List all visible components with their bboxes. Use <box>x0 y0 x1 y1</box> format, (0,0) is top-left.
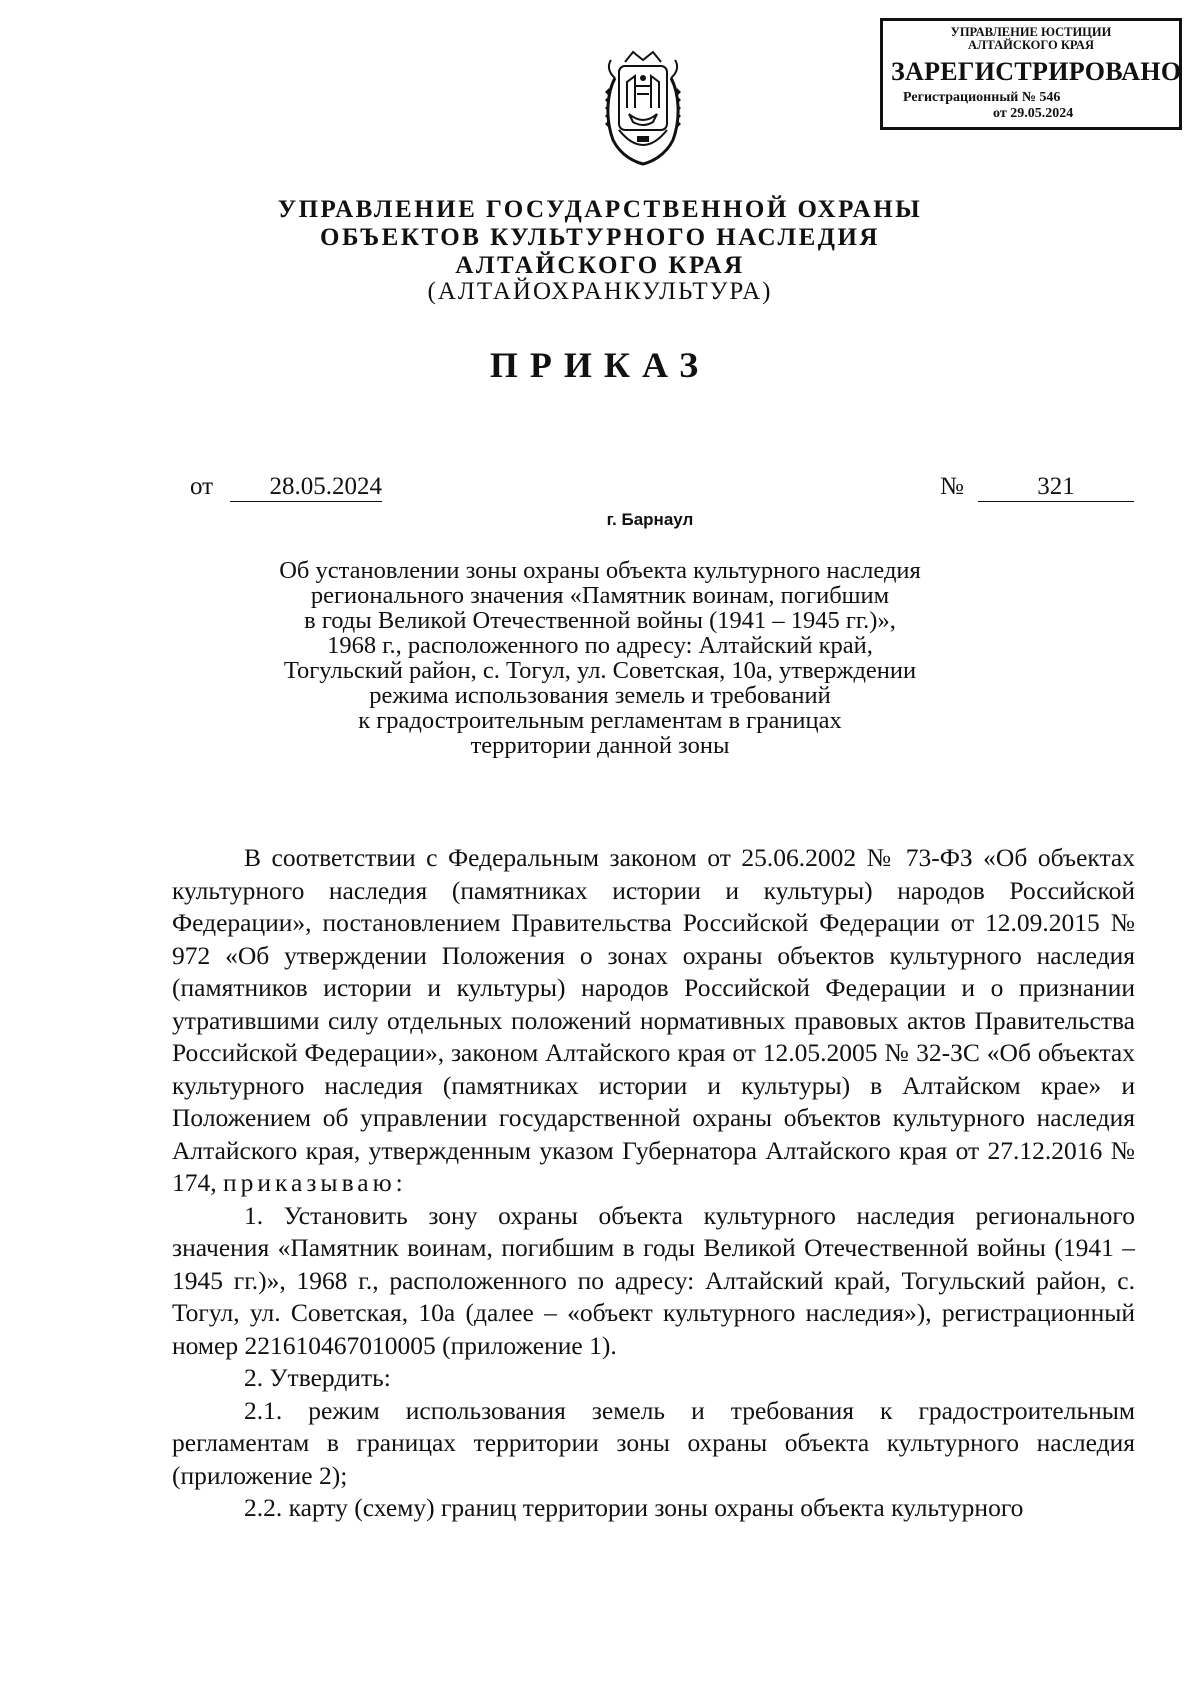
stamp-reg-date: от 29.05.2024 <box>993 106 1074 121</box>
stamp-reg-number: Регистрационный № 546 <box>903 90 1061 105</box>
subject-line: 1968 г., расположенного по адресу: Алтайский край, <box>327 632 873 659</box>
document-subject <box>200 558 1000 758</box>
number-label: № <box>940 473 964 500</box>
stamp-org-line2: АЛТАЙСКОГО КРАЯ <box>968 38 1094 52</box>
order-word: приказываю: <box>223 1168 407 1197</box>
org-name-line1: УПРАВЛЕНИЕ ГОСУДАРСТВЕННОЙ ОХРАНЫ <box>277 196 923 223</box>
org-name-line3: АЛТАЙСКОГО КРАЯ <box>455 252 745 279</box>
document-meta-row <box>0 473 1200 513</box>
item-2-2: 2.2. карту (схему) границ территории зоны охраны объекта культурного <box>244 1493 1024 1522</box>
subject-line: регионального значения «Памятник воинам, погибшим <box>310 582 890 609</box>
org-name-line2: ОБЪЕКТОВ КУЛЬТУРНОГО НАСЛЕДИЯ <box>320 224 880 251</box>
item-2: 2. Утвердить: <box>244 1363 391 1392</box>
document-body <box>172 842 1135 1525</box>
date-label: от <box>190 473 214 500</box>
stamp-org-line1: УПРАВЛЕНИЕ ЮСТИЦИИ <box>950 25 1112 39</box>
city: г. Барнаул <box>606 510 694 529</box>
item-1: 1. Установить зону охраны объекта культурного наследия регионального значения «Памятник воинам, погибшим в годы Великой Отечественной войны (1941 – 1945 гг.)», 1968 г., расположенного по адресу: Алтайский край, Тогульский район, с. Тогул, ул. Советская, 10а (далее – «объект культурного наследия»), регистрационный номер 221610467010005 (приложение 1). <box>172 1200 1135 1360</box>
subject-line: Тогульский район, с. Тогул, ул. Советская, 10а, утверждении <box>283 657 917 684</box>
document-number: 321 <box>978 473 1134 502</box>
altai-coat-of-arms-icon <box>597 48 689 166</box>
organization-short-name: (АЛТАЙОХРАНКУЛЬТУРА) <box>427 278 773 305</box>
document-date: 28.05.2024 <box>230 473 382 502</box>
document-type: ПРИКАЗ <box>489 345 711 385</box>
preamble-paragraph <box>172 842 1135 1200</box>
subject-line: режима использования земель и требований <box>369 682 831 709</box>
subject-line: Об установлении зоны охраны объекта культурного наследия <box>279 557 921 584</box>
item-2-1: 2.1. режим использования земель и требования к градостроительным регламентам в границах территории зоны охраны объекта культурного наследия (приложение 2); <box>172 1395 1135 1490</box>
organization-name <box>200 196 1000 280</box>
subject-line: в годы Великой Отечественной войны (1941 – 1945 гг.)», <box>304 607 896 634</box>
stamp-status: ЗАРЕГИСТРИРОВАНО <box>891 57 1182 86</box>
subject-line: к градостроительным регламентам в границах <box>358 707 842 734</box>
preamble-text: В соответствии с Федеральным законом от 25.06.2002 № 73-ФЗ «Об объектах культурного наследия (памятниках истории и культуры) народов Российской Федерации», постановлением Правительства Российской Федерации от 12.09.2015 № 972 «Об утверждении Положения о зонах охраны объектов культурного наследия (памятников истории и культуры) народов Российской Федерации и о признании утратившими силу отдельных положений нормативных правовых актов Правительства Российской Федерации», законом Алтайского края от 12.05.2005 № 32-ЗС «Об объектах культурного наследия (памятниках истории и культуры) в Алтайском крае» и Положением об управлении государственной охраны объектов культурного наследия Алтайского края, утвержденным указом Губернатора Алтайского края от 27.12.2016 № 174, <box>172 843 1135 1197</box>
subject-line: территории данной зоны <box>470 732 730 759</box>
registration-stamp <box>880 18 1182 130</box>
